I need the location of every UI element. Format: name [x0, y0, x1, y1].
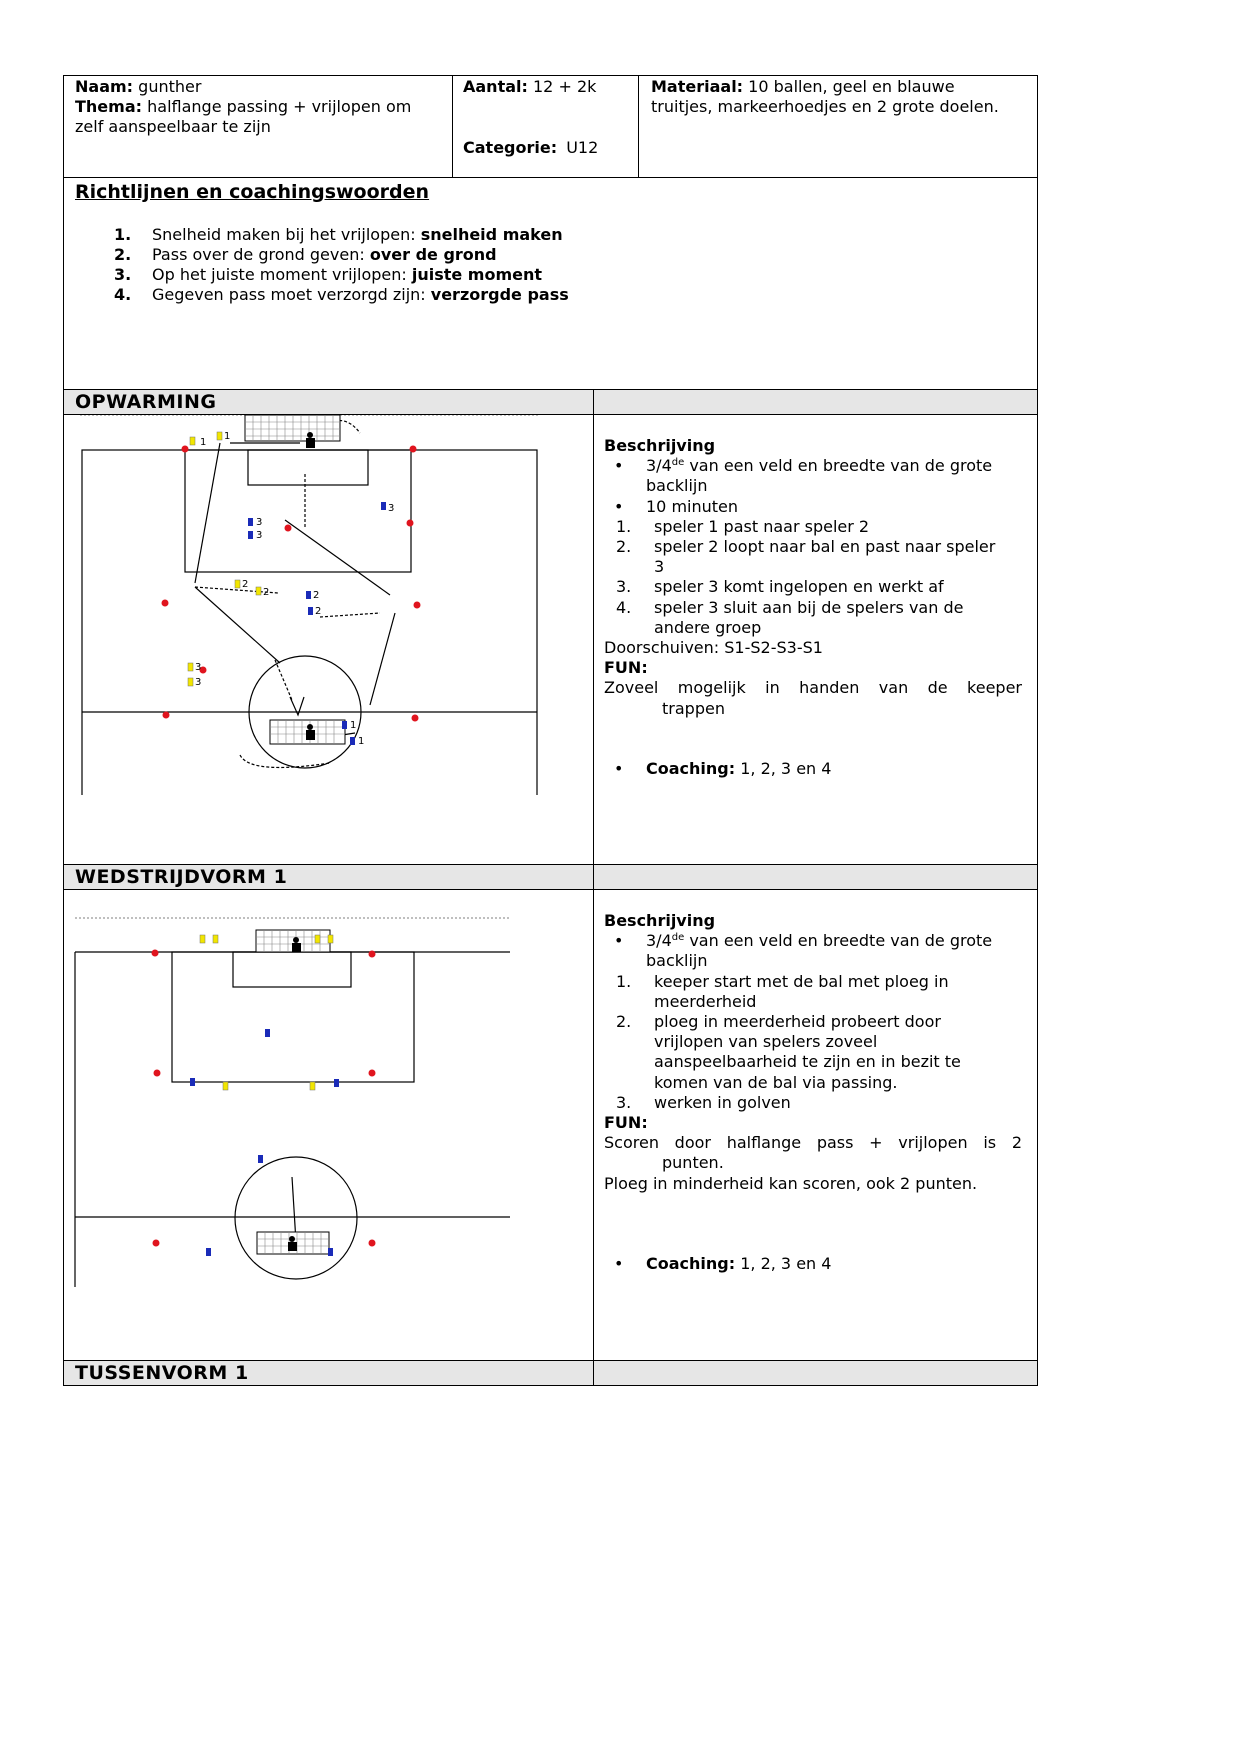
step-line: speler 3 komt ingelopen en werkt af	[654, 577, 944, 597]
coaching-label: Coaching:	[646, 1253, 736, 1273]
step-line: speler 3 sluit aan bij de spelers van de	[654, 597, 964, 617]
diagram-label: 1	[200, 437, 207, 448]
thema-value-1: halflange passing + vrijlopen om	[147, 97, 412, 116]
run-arrow	[320, 613, 380, 617]
step-line: ploeg in meerderheid probeert door	[654, 1012, 941, 1032]
diagram-label: 2	[313, 590, 320, 601]
opwarming-diagram	[70, 415, 550, 795]
beschrijving-label: Beschrijving	[604, 436, 716, 455]
guideline-num: 3.	[114, 265, 132, 284]
step-line: komen van de bal via passing.	[654, 1072, 898, 1092]
materiaal-value-1: 10 ballen, geel en blauwe	[748, 77, 955, 96]
penalty-box	[185, 450, 411, 572]
categorie-label: Categorie:	[463, 138, 558, 157]
run-arrow	[275, 660, 292, 700]
bullet-item: • 10 minuten	[604, 497, 1022, 517]
materiaal-label: Materiaal:	[651, 77, 744, 96]
step-num: 4.	[616, 597, 632, 617]
b1-c: backlijn	[646, 476, 708, 496]
step-line: speler 1 past naar speler 2	[654, 516, 870, 536]
step-line: andere groep	[654, 617, 762, 637]
step-line: vrijlopen van spelers zoveel	[654, 1032, 878, 1052]
guideline-num: 2.	[114, 245, 132, 264]
step-item	[604, 1093, 1022, 1113]
guideline-item	[66, 245, 966, 265]
b1-c: backlijn	[646, 951, 708, 971]
guideline-keyword: juiste moment	[411, 265, 543, 284]
wedstrijdvorm-description	[604, 911, 1022, 1274]
step-line: aanspeelbaarheid te zijn en in bezit te	[654, 1052, 961, 1072]
b1-b: van een veld en breedte van de grote	[684, 456, 993, 476]
step-num: 2.	[616, 1012, 632, 1032]
step-num: 2.	[616, 537, 632, 557]
center-circle	[235, 1157, 357, 1279]
diagram-label: 3	[195, 677, 202, 688]
b1-sup: de	[671, 932, 685, 944]
guidelines-title: Richtlijnen en coachingswoorden	[75, 181, 430, 203]
yellow-players	[200, 935, 333, 1090]
diagram-label: 2	[263, 587, 270, 598]
step-line: 3	[654, 557, 665, 577]
categorie-value: U12	[566, 138, 599, 157]
blue-players	[190, 1029, 339, 1256]
materiaal-line	[651, 77, 955, 97]
bullet-item	[604, 456, 1022, 496]
bullet-item	[604, 931, 1022, 971]
guideline-text: Pass over de grond geven:	[152, 245, 370, 264]
aantal-label: Aantal:	[463, 77, 528, 96]
tussenvorm-title: TUSSENVORM 1	[75, 1362, 249, 1384]
coaching-item	[604, 1254, 1022, 1274]
wedstrijdvorm-diagram	[70, 912, 520, 1292]
fun-text-1: Scoren door halflange pass + vrijlopen is 2	[604, 1133, 1022, 1153]
materiaal-value-2: truitjes, markeerhoedjes en 2 grote doelen.	[651, 97, 999, 116]
wedstrijdvorm-title: WEDSTRIJDVORM 1	[75, 866, 288, 888]
aantal-line	[463, 77, 596, 97]
step-item	[604, 517, 1022, 537]
guideline-text: Gegeven pass moet verzorgd zijn:	[152, 285, 431, 304]
step-line: keeper start met de bal met ploeg in	[654, 971, 949, 991]
beschrijving-label: Beschrijving	[604, 911, 716, 930]
guideline-text: Op het juiste moment vrijlopen:	[152, 265, 412, 284]
doorschuiven: Doorschuiven: S1-S2-S3-S1	[604, 638, 823, 658]
diagram-label: 2	[242, 579, 249, 590]
diagram-label: 3	[256, 530, 263, 541]
fun-text-2: trappen	[662, 698, 725, 718]
guideline-text: Snelheid maken bij het vrijlopen:	[152, 225, 421, 244]
fun-text-3: Ploeg in minderheid kan scoren, ook 2 punten.	[604, 1173, 978, 1193]
guidelines-list	[66, 225, 966, 305]
diagram-label: 1	[350, 720, 357, 731]
fun-text-2: punten.	[662, 1153, 724, 1173]
diagram-label: 2	[315, 606, 322, 617]
guideline-num: 4.	[114, 285, 132, 304]
diagram-label: 1	[358, 736, 365, 747]
guideline-keyword: verzorgde pass	[430, 285, 569, 304]
blue-players	[248, 502, 386, 745]
guideline-item	[66, 265, 966, 285]
diagram-label: 3	[256, 517, 263, 528]
step-item	[604, 537, 1022, 577]
opwarming-header-right	[593, 389, 1038, 415]
penalty-box	[172, 952, 414, 1082]
b1-a: 3/4	[646, 456, 672, 476]
step-item	[604, 577, 1022, 597]
guideline-keyword: over de grond	[369, 245, 497, 264]
aantal-value: 12 + 2k	[533, 77, 597, 96]
step-item	[604, 598, 1022, 638]
step-line: meerderheid	[654, 991, 757, 1011]
fun-text-1: Zoveel mogelijk in handen van de keeper	[604, 678, 1022, 698]
top-goal	[245, 415, 340, 441]
guideline-num: 1.	[114, 225, 132, 244]
diagram-label: 3	[195, 662, 202, 673]
pass-arrow	[195, 587, 280, 663]
goal-area	[248, 450, 368, 485]
guideline-item	[66, 285, 966, 305]
wedstrijdvorm-header-right	[593, 864, 1038, 890]
step-num: 1.	[616, 971, 632, 991]
step-line: speler 2 loopt naar bal en past naar speler	[654, 537, 996, 557]
goal-area	[233, 952, 351, 987]
naam-value: gunther	[138, 77, 202, 96]
coaching-value: 1, 2, 3 en 4	[735, 758, 832, 778]
step-num: 3.	[616, 1092, 632, 1112]
step-line: werken in golven	[654, 1092, 791, 1112]
categorie-line	[463, 138, 598, 158]
coaching-item	[604, 759, 1022, 779]
naam-line	[75, 77, 201, 97]
guideline-keyword: snelheid maken	[420, 225, 563, 244]
opwarming-title: OPWARMING	[75, 391, 217, 413]
run-arrow	[240, 755, 330, 768]
fun-label: FUN:	[604, 1113, 648, 1133]
b1-a: 3/4	[646, 931, 672, 951]
diagram-label: 3	[388, 503, 395, 514]
pass-arrow	[370, 613, 395, 705]
coaching-value: 1, 2, 3 en 4	[735, 1253, 832, 1273]
cones	[152, 950, 376, 1247]
opwarming-description	[604, 436, 1022, 779]
thema-value-2: zelf aanspeelbaar te zijn	[75, 117, 271, 136]
coaching-label: Coaching:	[646, 758, 736, 778]
b1-b: van een veld en breedte van de grote	[684, 931, 993, 951]
step-item	[604, 1012, 1022, 1093]
guideline-item	[66, 225, 966, 245]
pass-arrow	[195, 443, 220, 583]
step-num: 1.	[616, 516, 632, 536]
step-item	[604, 972, 1022, 1012]
tussenvorm-header-right	[593, 1360, 1038, 1386]
thema-line	[75, 97, 411, 117]
step-num: 3.	[616, 577, 632, 597]
diagram-label: 1	[224, 431, 231, 442]
pass-arrow	[285, 520, 390, 595]
fun-label: FUN:	[604, 658, 648, 678]
naam-label: Naam:	[75, 77, 134, 96]
thema-label: Thema:	[75, 97, 143, 116]
b1-sup: de	[671, 457, 685, 469]
